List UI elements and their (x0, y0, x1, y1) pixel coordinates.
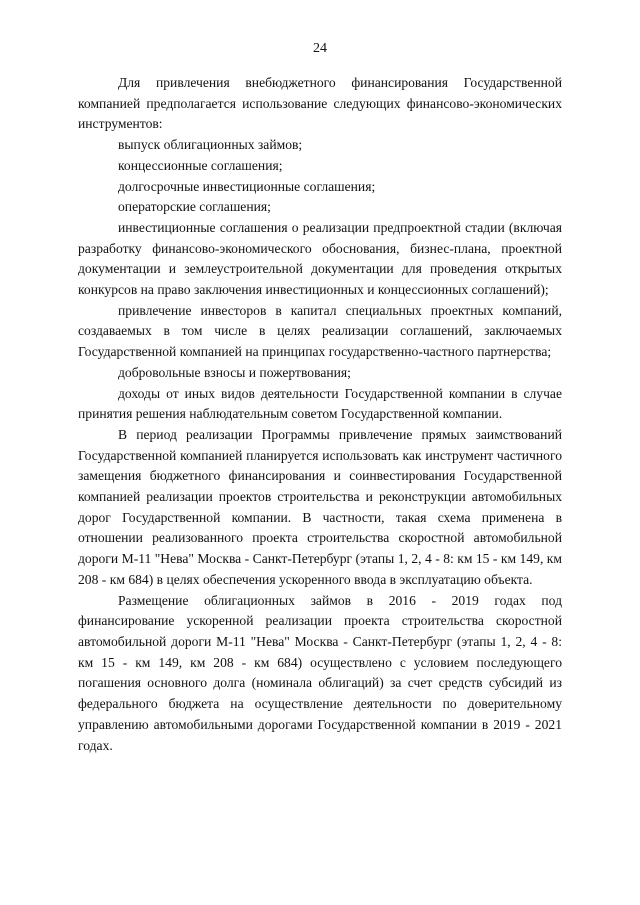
list-item-donations: добровольные взносы и пожертвования; (118, 364, 351, 380)
page-number: 24 (313, 41, 327, 56)
list-item-pre-project-agreements: инвестиционные соглашения о реализации предпроектной стадии (включая разработку финансово-экономического обоснования, бизнес-плана, проектной документации и землеустроительной документации для проведения открытых конкурсов на право заключения инвестиционных и концессионных соглашений); (78, 219, 562, 298)
paragraph-intro: Для привлечения внебюджетного финансирования Государственной компанией предполагается использование следующих финансово-экономических инструментов: (78, 75, 562, 132)
list-item-long-term-agreements: долгосрочные инвестиционные соглашения; (118, 178, 376, 194)
list-item-concessions: концессионные соглашения; (118, 157, 283, 173)
document-body (78, 73, 562, 756)
list-item-bonds: выпуск облигационных займов; (118, 137, 303, 153)
list-item-operator-agreements: операторские соглашения; (118, 199, 271, 215)
paragraph-bond-placement: Размещение облигационных займов в 2016 - 2019 годах под финансирование ускоренной реализации проекта строительства скоростной автомобильной дороги М-11 "Нева" Москва - Санкт-Петербург (этапы 1, 2, 4 - 8: км 15 - км 149, км 208 - км 684) осуществлено с условием последующего погашения основного долга (номинала облигаций) за счет средств субсидий из федерального бюджета на осуществление деятельности по доверительному управлению автомобильными дорогами Государственной компании в 2019 - 2021 годах. (78, 592, 562, 753)
list-item-other-income: доходы от иных видов деятельности Государственной компании в случае принятия решения наблюдательным советом Государственной компании. (78, 385, 562, 422)
list-item-investors-capital: привлечение инвесторов в капитал специальных проектных компаний, создаваемых в том числе в целях реализации соглашений, заключаемых Государственной компанией на принципах государственно-частного партнерства; (78, 302, 562, 360)
paragraph-borrowings: В период реализации Программы привлечение прямых заимствований Государственной компанией планируется использовать как инструмент частичного замещения бюджетного финансирования и соинвестирования Государственной компанией реализации проектов строительства и реконструкции автомобильных дорог Государственной компании. В частности, такая схема применена в отношении реализованного проекта строительства скоростной автомобильной дороги М-11 "Нева" Москва - Санкт-Петербург (этапы 1, 2, 4 - 8: км 15 - км 149, км 208 - км 684) в целях обеспечения ускоренного ввода в эксплуатацию объекта. (78, 426, 562, 587)
